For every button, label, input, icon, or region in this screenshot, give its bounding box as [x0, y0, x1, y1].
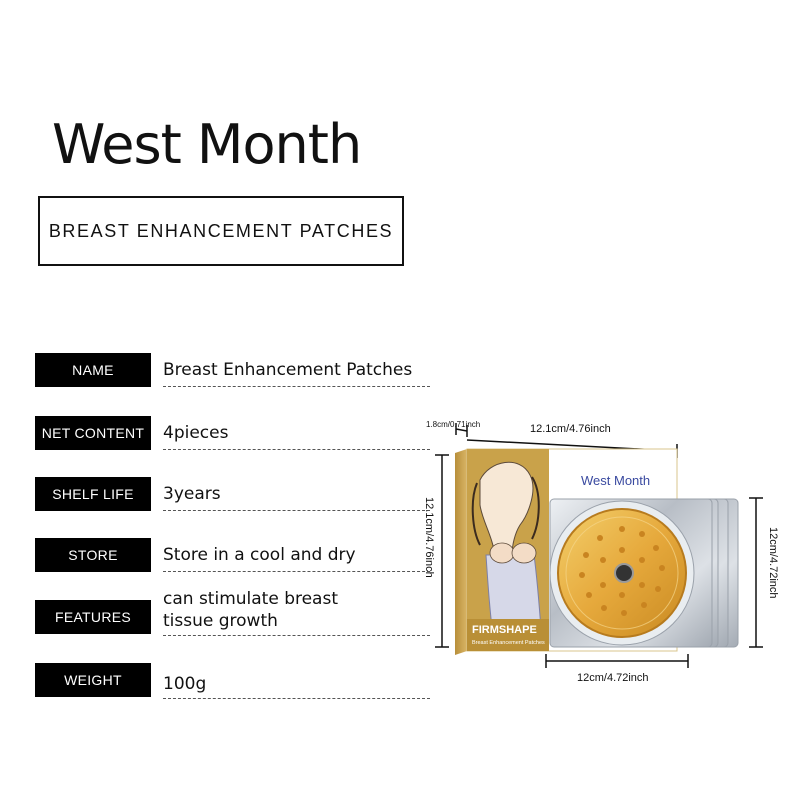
dashed-divider	[163, 698, 430, 699]
product-illustration	[420, 405, 790, 705]
box-product-subname: Breast Enhancement Patches	[472, 640, 545, 646]
dim-thickness-label: 1.8cm/0.71inch	[426, 420, 481, 429]
dashed-divider	[163, 449, 430, 450]
spec-row-weight	[35, 663, 395, 697]
spec-label: NAME	[35, 353, 151, 387]
dim-box-width-label: 12.1cm/4.76inch	[530, 423, 611, 435]
brand-title: West Month	[52, 113, 362, 176]
spec-value: Breast Enhancement Patches	[163, 360, 413, 380]
spec-label: FEATURES	[35, 600, 151, 634]
spec-value: Store in a cool and dry	[163, 545, 356, 565]
spec-label: WEIGHT	[35, 663, 151, 697]
dashed-divider	[163, 635, 430, 636]
product-subtitle-box	[38, 196, 404, 266]
product-svg	[420, 405, 790, 705]
spec-row-store	[35, 538, 395, 572]
spec-label: STORE	[35, 538, 151, 572]
spec-row-name	[35, 353, 413, 387]
spec-row-shelf-life	[35, 477, 395, 511]
spec-row-net-content	[35, 416, 395, 450]
dashed-divider	[163, 510, 430, 511]
spec-value-line: tissue growth	[163, 611, 278, 631]
spec-value: 100g	[163, 674, 207, 694]
box-height-dimension	[423, 455, 449, 647]
dim-patch-width-label: 12cm/4.72inch	[577, 672, 649, 684]
spec-label: NET CONTENT	[35, 416, 151, 450]
spec-label: SHELF LIFE	[35, 477, 151, 511]
thickness-dimension	[426, 420, 480, 437]
spec-row-features	[35, 589, 395, 634]
patch-width-dimension	[546, 654, 688, 684]
patch-height-dimension	[749, 498, 779, 647]
dim-patch-height-label: 12cm/4.72inch	[767, 527, 779, 599]
dashed-divider	[163, 571, 430, 572]
spec-value	[163, 588, 338, 632]
box-product-name: FIRMSHAPE	[472, 624, 537, 636]
spec-value: 4pieces	[163, 423, 229, 443]
dim-box-height-label: 12.1cm/4.76inch	[423, 497, 435, 578]
box-brand-label: West Month	[581, 473, 651, 488]
spec-value: 3years	[163, 484, 221, 504]
dashed-divider	[163, 386, 430, 387]
spec-value-line: can stimulate breast	[163, 589, 338, 609]
gold-patch	[550, 501, 694, 645]
product-subtitle: BREAST ENHANCEMENT PATCHES	[48, 220, 394, 241]
